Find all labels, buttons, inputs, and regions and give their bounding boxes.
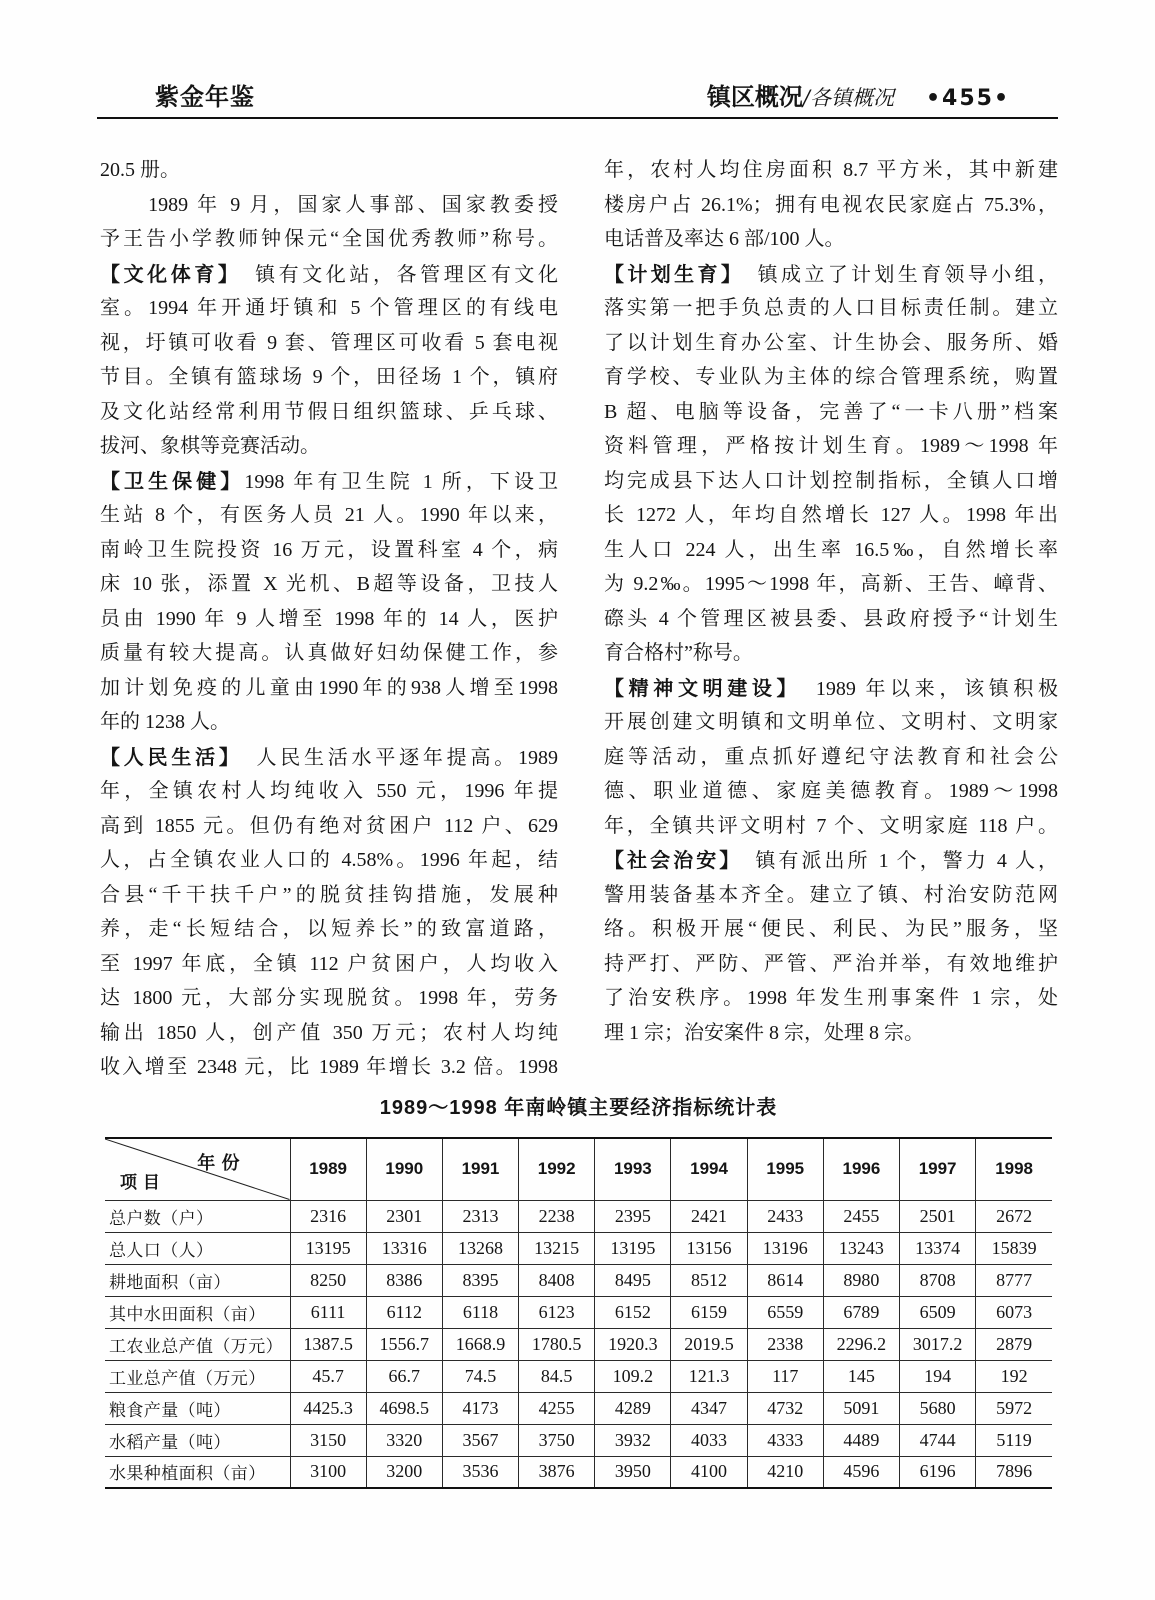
text-line-content xyxy=(100,261,558,286)
text-run: 1989 年以来，该镇积极 xyxy=(791,677,1058,700)
text-run: 楼房户占 26.1%；拥有电视农民家庭占 75.3%， xyxy=(604,193,1058,216)
text-run: 年的 1238 人。 xyxy=(100,711,230,733)
table-cell: 6789 xyxy=(823,1296,899,1328)
row-label: 总户数（户） xyxy=(105,1200,290,1232)
section-heading: 【卫生保健】 xyxy=(100,468,245,493)
table-cell: 2301 xyxy=(366,1200,442,1232)
year-axis-label: 年 份 xyxy=(197,1153,240,1174)
row-label: 水稻产量（吨） xyxy=(105,1424,290,1456)
table-cell: 1920.3 xyxy=(595,1328,671,1360)
table-cell: 3150 xyxy=(290,1424,366,1456)
text-line xyxy=(100,153,558,188)
table-cell: 2421 xyxy=(671,1200,747,1232)
table-cell: 7896 xyxy=(976,1456,1052,1488)
text-run: 视，圩镇可收看 9 套、管理区可收看 5 套电视 xyxy=(100,331,558,354)
text-line-content xyxy=(100,435,320,457)
text-run: 20.5 册。 xyxy=(100,159,180,181)
text-line xyxy=(100,326,558,361)
table-cell: 2501 xyxy=(900,1200,976,1232)
text-run: 合县“千干扶千户”的脱贫挂钩措施，发展种 xyxy=(100,883,558,906)
text-line xyxy=(604,878,1058,913)
text-run: 理 1 宗；治安案件 8 宗，处理 8 宗。 xyxy=(604,1021,924,1044)
table-cell: 2296.2 xyxy=(823,1328,899,1360)
table-row xyxy=(105,1392,1052,1424)
text-run: 为 9.2‰。1995～1998 年，高新、王告、嶂背、 xyxy=(604,573,1058,595)
table-cell: 4210 xyxy=(747,1456,823,1488)
table-header-row xyxy=(105,1138,1052,1200)
text-line-content xyxy=(604,159,1058,181)
text-line-content xyxy=(100,539,558,561)
text-line-content xyxy=(604,539,1058,561)
year-header: 1992 xyxy=(519,1138,595,1200)
section-heading: 【社会治安】 xyxy=(604,848,733,872)
text-line xyxy=(604,188,1058,223)
table-title: 1989～1998 年南岭镇主要经济指标统计表 xyxy=(379,1097,778,1119)
text-line xyxy=(604,360,1058,395)
text-run: 育学校、专业队为主体的综合管理系统，购置 xyxy=(604,366,1058,388)
table-row xyxy=(105,1296,1052,1328)
text-line xyxy=(604,636,1058,671)
year-header: 1993 xyxy=(595,1138,671,1200)
text-line xyxy=(100,843,558,878)
text-run: 加计划免疫的儿童由1990年的938人增至1998 xyxy=(100,676,558,699)
text-run: 收入增至 2348 元，比 1989 年增长 3.2 倍。1998 xyxy=(100,1056,558,1078)
text-line-content xyxy=(604,711,1058,733)
text-line-content xyxy=(100,849,558,871)
text-line-content xyxy=(604,1022,924,1044)
text-line xyxy=(604,981,1058,1016)
text-line xyxy=(100,429,558,464)
table-cell: 2316 xyxy=(290,1200,366,1232)
text-run: 镇有派出所 1 个，警力 4 人， xyxy=(732,850,1058,872)
text-run: 输出 1850 人，创产值 350 万元；农村人均纯 xyxy=(100,1021,558,1044)
table-cell: 13215 xyxy=(519,1232,595,1264)
text-run: 长 1272 人，年均自然增长 127 人。1998 年出 xyxy=(604,504,1058,526)
year-header: 1995 xyxy=(747,1138,823,1200)
table-row xyxy=(105,1424,1052,1456)
text-run: 庭等活动，重点抓好遵纪守法教育和社会公 xyxy=(604,745,1058,768)
text-run: 警用装备基本齐全。建立了镇、村治安防范网 xyxy=(604,883,1058,906)
text-line-content xyxy=(604,573,1058,595)
text-line-content xyxy=(100,1056,558,1078)
text-line xyxy=(604,395,1058,430)
text-run: 了以计划生育办公室、计生协会、服务所、婚 xyxy=(604,331,1058,354)
text-line xyxy=(100,809,558,844)
section-title: 镇区概况 xyxy=(706,83,803,111)
text-run: 生人口 224 人，出生率 16.5‰，自然增长率 xyxy=(604,538,1058,561)
text-run: 磜头 4 个管理区被县委、县政府授予“计划生 xyxy=(604,607,1058,630)
text-line xyxy=(100,602,558,637)
text-run: 持严打、严防、严管、严治并举，有效地维护 xyxy=(604,952,1058,975)
text-line-content xyxy=(100,468,558,493)
text-run: 质量有较大提高。认真做好妇幼保健工作，参 xyxy=(100,642,558,664)
table-cell: 2238 xyxy=(519,1200,595,1232)
table-cell: 3750 xyxy=(519,1424,595,1456)
text-run: 年，农村人均住房面积 8.7 平方米，其中新建 xyxy=(604,159,1058,181)
text-line-content xyxy=(100,1022,558,1044)
text-run: 落实第一把手负总责的人口目标责任制。建立 xyxy=(604,297,1058,319)
text-run: 生站 8 个，有医务人员 21 人。1990 年以来， xyxy=(100,504,558,526)
table-cell: 13374 xyxy=(900,1232,976,1264)
table-row xyxy=(105,1264,1052,1296)
text-run: 节目。全镇有篮球场 9 个，田径场 1 个，镇府 xyxy=(100,366,558,388)
text-run: 均完成县下达人口计划控制指标，全镇人口增 xyxy=(604,469,1058,492)
running-head xyxy=(707,83,1010,115)
text-line xyxy=(604,257,1058,292)
table-cell: 121.3 xyxy=(671,1360,747,1392)
table-cell: 13316 xyxy=(366,1232,442,1264)
subsection-title: /各镇概况 xyxy=(802,86,894,110)
table-cell: 4173 xyxy=(442,1392,518,1424)
right-text-column xyxy=(604,153,1058,1050)
text-line xyxy=(604,153,1058,188)
table-row xyxy=(105,1200,1052,1232)
text-line-content xyxy=(604,194,1058,216)
section-heading: 【计划生育】 xyxy=(604,261,735,286)
table-cell: 1387.5 xyxy=(290,1328,366,1360)
table-cell: 8408 xyxy=(519,1264,595,1296)
table-cell: 1556.7 xyxy=(366,1328,442,1360)
text-line-content xyxy=(100,677,558,699)
table-cell: 4333 xyxy=(747,1424,823,1456)
text-run: 拔河、象棋等竞赛活动。 xyxy=(100,435,320,457)
table-cell: 3932 xyxy=(595,1424,671,1456)
text-line-content xyxy=(604,366,1058,388)
text-line xyxy=(604,1016,1058,1051)
text-run: 高到 1855 元。但仍有绝对贫困户 112 户、629 xyxy=(100,814,558,837)
table-cell: 8777 xyxy=(976,1264,1052,1296)
text-line xyxy=(100,395,558,430)
row-label: 工业总产值（万元） xyxy=(105,1360,290,1392)
text-line-content xyxy=(100,918,558,940)
text-line xyxy=(100,498,558,533)
table-cell: 4347 xyxy=(671,1392,747,1424)
table-cell: 3567 xyxy=(442,1424,518,1456)
text-line xyxy=(100,222,558,257)
table-cell: 13268 xyxy=(442,1232,518,1264)
page-number: •455• xyxy=(925,86,1010,111)
text-line-content xyxy=(604,504,1058,526)
table-cell: 3320 xyxy=(366,1424,442,1456)
text-line xyxy=(100,774,558,809)
table-cell: 2338 xyxy=(747,1328,823,1360)
yearbook-title: 紫金年鉴 xyxy=(155,83,255,111)
table-cell: 4425.3 xyxy=(290,1392,366,1424)
text-line-content xyxy=(100,228,558,250)
row-label: 其中水田面积（亩） xyxy=(105,1296,290,1328)
text-line-content xyxy=(604,987,1058,1009)
text-line xyxy=(100,360,558,395)
text-line xyxy=(604,498,1058,533)
row-label: 水果种植面积（亩） xyxy=(105,1456,290,1488)
text-line-content xyxy=(100,504,558,526)
table-cell: 1668.9 xyxy=(442,1328,518,1360)
text-line-content xyxy=(604,746,1058,768)
table-cell: 4596 xyxy=(823,1456,899,1488)
table-cell: 13196 xyxy=(747,1232,823,1264)
text-line xyxy=(604,912,1058,947)
table-cell: 8386 xyxy=(366,1264,442,1296)
text-line-content xyxy=(604,297,1058,319)
year-header: 1991 xyxy=(442,1138,518,1200)
header-rule xyxy=(97,117,1058,119)
row-label: 工农业总产值（万元） xyxy=(105,1328,290,1360)
table-cell: 13195 xyxy=(290,1232,366,1264)
text-line xyxy=(100,705,558,740)
text-line xyxy=(100,188,558,223)
table-cell: 5972 xyxy=(976,1392,1052,1424)
table-cell: 74.5 xyxy=(442,1360,518,1392)
text-line xyxy=(604,602,1058,637)
table-cell: 6112 xyxy=(366,1296,442,1328)
text-run: 开展创建文明镇和文明单位、文明村、文明家 xyxy=(604,711,1058,733)
text-line-content xyxy=(100,608,558,630)
text-line-content xyxy=(604,675,1058,700)
text-line-content xyxy=(100,573,558,595)
text-run: 络。积极开展“便民、利民、为民”服务，坚 xyxy=(604,918,1058,940)
text-line-content xyxy=(604,261,1058,286)
text-run: 镇成立了计划生育领导小组， xyxy=(734,263,1058,286)
text-line xyxy=(100,464,558,499)
table-cell: 4489 xyxy=(823,1424,899,1456)
text-line xyxy=(100,740,558,775)
text-line xyxy=(100,912,558,947)
text-line-content xyxy=(100,711,230,733)
text-run: 育合格村”称号。 xyxy=(604,642,753,664)
text-line xyxy=(100,947,558,982)
year-header: 1996 xyxy=(823,1138,899,1200)
text-line-content xyxy=(100,297,558,319)
text-line-content xyxy=(100,953,558,975)
table-cell: 3950 xyxy=(595,1456,671,1488)
text-line-content xyxy=(100,366,558,388)
table-cell: 2395 xyxy=(595,1200,671,1232)
table-cell: 6152 xyxy=(595,1296,671,1328)
text-line xyxy=(604,947,1058,982)
table-cell: 5680 xyxy=(900,1392,976,1424)
text-line-content xyxy=(604,642,753,664)
text-line-content xyxy=(604,435,1058,457)
row-label: 耕地面积（亩） xyxy=(105,1264,290,1296)
table-cell: 8395 xyxy=(442,1264,518,1296)
text-line-content xyxy=(100,780,558,802)
table-cell: 45.7 xyxy=(290,1360,366,1392)
text-run: 达 1800 元，大部分实现脱贫。1998 年，劳务 xyxy=(100,987,558,1009)
text-line-content xyxy=(604,780,1058,802)
table-row xyxy=(105,1456,1052,1488)
year-header: 1989 xyxy=(290,1138,366,1200)
table-cell: 4732 xyxy=(747,1392,823,1424)
text-line-content xyxy=(604,953,1058,975)
text-line xyxy=(100,567,558,602)
text-line-content xyxy=(100,642,558,664)
table-row xyxy=(105,1328,1052,1360)
text-run: 养，走“长短结合，以短养长”的致富道路， xyxy=(100,918,558,940)
text-run: 1989 年 9 月，国家人事部、国家教委授 xyxy=(100,193,558,216)
table-cell: 4100 xyxy=(671,1456,747,1488)
text-run: 人民生活水平逐年提高。1989 xyxy=(232,746,558,769)
table-cell: 5119 xyxy=(976,1424,1052,1456)
table-row xyxy=(105,1232,1052,1264)
table-cell: 8495 xyxy=(595,1264,671,1296)
row-label: 总人口（人） xyxy=(105,1232,290,1264)
table-cell: 4289 xyxy=(595,1392,671,1424)
table-cell: 13195 xyxy=(595,1232,671,1264)
table-cell: 6159 xyxy=(671,1296,747,1328)
table-cell: 4698.5 xyxy=(366,1392,442,1424)
table-cell: 6559 xyxy=(747,1296,823,1328)
text-run: 人，占全镇农业人口的 4.58%。1996 年起，结 xyxy=(100,849,558,871)
table-cell: 5091 xyxy=(823,1392,899,1424)
text-line-content xyxy=(100,987,558,1009)
table-cell: 1780.5 xyxy=(519,1328,595,1360)
table-cell: 3017.2 xyxy=(900,1328,976,1360)
text-line xyxy=(100,533,558,568)
text-run: 至 1997 年底，全镇 112 户贫困户，人均收入 xyxy=(100,952,558,975)
text-run: 资料管理，严格按计划生育。1989～1998 年 xyxy=(604,435,1058,457)
row-label: 粮食产量（吨） xyxy=(105,1392,290,1424)
year-header: 1997 xyxy=(900,1138,976,1200)
text-line-content xyxy=(604,884,1058,906)
table-cell: 3536 xyxy=(442,1456,518,1488)
text-run: 南岭卫生院投资 16 万元，设置科室 4 个，病 xyxy=(100,538,558,561)
text-line xyxy=(604,429,1058,464)
table-cell: 2879 xyxy=(976,1328,1052,1360)
text-run: 室。1994 年开通圩镇和 5 个管理区的有线电 xyxy=(100,297,558,319)
table-cell: 2313 xyxy=(442,1200,518,1232)
table-cell: 3876 xyxy=(519,1456,595,1488)
section-heading: 【文化体育】 xyxy=(100,261,232,286)
table-cell: 6111 xyxy=(290,1296,366,1328)
table-cell: 3100 xyxy=(290,1456,366,1488)
table-cell: 8250 xyxy=(290,1264,366,1296)
text-line xyxy=(604,740,1058,775)
text-line xyxy=(100,981,558,1016)
table-cell: 2433 xyxy=(747,1200,823,1232)
text-line-content xyxy=(100,401,558,423)
text-line xyxy=(100,878,558,913)
text-run: 员由 1990 年 9 人增至 1998 年的 14 人，医护 xyxy=(100,607,558,630)
table-cell: 4255 xyxy=(519,1392,595,1424)
table-cell: 3200 xyxy=(366,1456,442,1488)
text-line xyxy=(604,809,1058,844)
text-line xyxy=(604,222,1058,257)
text-run: 1998 年有卫生院 1 所，下设卫 xyxy=(244,470,558,493)
table-cell: 8708 xyxy=(900,1264,976,1296)
table-cell: 15839 xyxy=(976,1232,1052,1264)
text-line xyxy=(604,326,1058,361)
text-line xyxy=(604,567,1058,602)
table-cell: 6123 xyxy=(519,1296,595,1328)
table-cell: 13156 xyxy=(671,1232,747,1264)
text-line xyxy=(100,636,558,671)
table-cell: 6118 xyxy=(442,1296,518,1328)
text-line xyxy=(100,1050,558,1085)
text-line-content xyxy=(604,332,1058,354)
text-line xyxy=(100,671,558,706)
table-cell: 6509 xyxy=(900,1296,976,1328)
table-cell: 109.2 xyxy=(595,1360,671,1392)
text-line-content xyxy=(604,918,1058,940)
table-cell: 66.7 xyxy=(366,1360,442,1392)
text-line-content xyxy=(100,815,558,837)
table-cell: 145 xyxy=(823,1360,899,1392)
table-cell: 2455 xyxy=(823,1200,899,1232)
text-run: B 超、电脑等设备，完善了“一卡八册”档案 xyxy=(604,400,1058,423)
table-cell: 8980 xyxy=(823,1264,899,1296)
section-heading: 【精神文明建设】 xyxy=(604,675,792,700)
text-line-content xyxy=(100,159,180,181)
year-header: 1998 xyxy=(976,1138,1052,1200)
table-cell: 13243 xyxy=(823,1232,899,1264)
left-text-column xyxy=(100,153,558,1085)
text-run: 镇有文化站，各管理区有文化 xyxy=(231,263,558,286)
text-line-content xyxy=(604,850,1058,872)
text-line xyxy=(604,671,1058,706)
text-line xyxy=(604,291,1058,326)
text-run: 年，全镇共评文明村 7 个、文明家庭 118 户。 xyxy=(604,814,1058,837)
text-line xyxy=(604,705,1058,740)
text-line-content xyxy=(100,332,558,354)
table-row xyxy=(105,1360,1052,1392)
table-cell: 117 xyxy=(747,1360,823,1392)
table-body xyxy=(105,1200,1052,1488)
text-line xyxy=(100,1016,558,1051)
text-run: 电话普及率达 6 部/100 人。 xyxy=(604,228,845,250)
text-line xyxy=(604,843,1058,878)
table-cell: 84.5 xyxy=(519,1360,595,1392)
table-cell: 192 xyxy=(976,1360,1052,1392)
text-line-content xyxy=(100,744,558,769)
text-run: 年，全镇农村人均纯收入 550 元，1996 年提 xyxy=(100,780,558,802)
text-line-content xyxy=(100,194,558,216)
text-line xyxy=(604,533,1058,568)
text-run: 及文化站经常利用节假日组织篮球、乒乓球、 xyxy=(100,400,558,423)
year-header: 1994 xyxy=(671,1138,747,1200)
corner-header-cell xyxy=(105,1138,290,1200)
text-line xyxy=(604,774,1058,809)
table-cell: 6073 xyxy=(976,1296,1052,1328)
table-cell: 2019.5 xyxy=(671,1328,747,1360)
table-cell: 194 xyxy=(900,1360,976,1392)
section-heading: 【人民生活】 xyxy=(100,744,233,769)
table-cell: 6196 xyxy=(900,1456,976,1488)
text-line xyxy=(100,257,558,292)
text-run: 了治安秩序。1998 年发生刑事案件 1 宗，处 xyxy=(604,987,1058,1009)
text-line-content xyxy=(604,228,845,250)
table-cell: 8512 xyxy=(671,1264,747,1296)
text-line-content xyxy=(604,401,1058,423)
text-run: 床 10 张，添置 X 光机、B超等设备，卫技人 xyxy=(100,573,558,595)
table-cell: 4744 xyxy=(900,1424,976,1456)
economic-indicators-table xyxy=(105,1137,1052,1489)
table-cell: 8614 xyxy=(747,1264,823,1296)
item-axis-label: 项 目 xyxy=(120,1172,160,1193)
text-run: 予王告小学教师钟保元“全国优秀教师”称号。 xyxy=(100,228,558,250)
year-header: 1990 xyxy=(366,1138,442,1200)
text-line-content xyxy=(604,815,1058,837)
table-cell: 4033 xyxy=(671,1424,747,1456)
text-line-content xyxy=(604,608,1058,630)
text-line xyxy=(100,291,558,326)
text-line xyxy=(604,464,1058,499)
table-cell: 2672 xyxy=(976,1200,1052,1232)
text-line-content xyxy=(100,884,558,906)
text-run: 德、职业道德、家庭美德教育。1989～1998 xyxy=(604,780,1058,802)
text-line-content xyxy=(604,470,1058,492)
